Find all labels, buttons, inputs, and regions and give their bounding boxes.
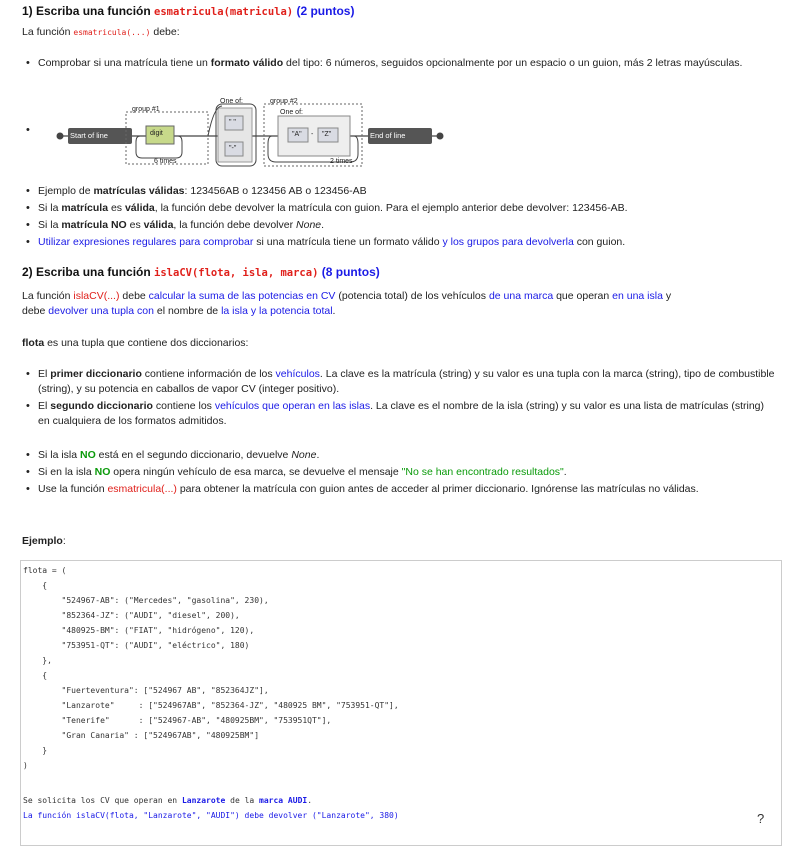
code-line: "480925-BM": ("FIAT", "hidrógeno", 120), [23, 626, 255, 635]
inline-code: esmatricula(...) [73, 28, 151, 37]
text: contiene los [152, 400, 215, 412]
range-separator: - [311, 131, 314, 138]
list-item [22, 399, 777, 429]
code-line: "Gran Canaria" : ["524967AB", "480925BM"] [23, 731, 260, 740]
question-2-title [22, 265, 380, 279]
question-1-title [22, 4, 354, 18]
text: que operan [553, 290, 613, 302]
list-item [22, 465, 777, 480]
bold-text: válida [143, 219, 174, 231]
text: El [38, 400, 51, 412]
text: si una matrícula tiene un formato válido [253, 236, 443, 248]
bold-text: válida [124, 202, 155, 214]
text: El [38, 368, 51, 380]
dash-option: "-" [229, 145, 237, 152]
bold-text: formato válido [210, 57, 284, 69]
code-line: "753951-QT": ("AUDI", "eléctrico", 180) [23, 641, 250, 650]
red-text: islaCV(...) [73, 290, 120, 302]
code-line: { [23, 671, 48, 680]
text: : 123456AB o 123456 AB o 123456-AB [184, 185, 367, 197]
text: . [563, 466, 567, 478]
code-result-line: La función islaCV(flota, "Lanzarote", "AUDI") debe devolver ("Lanzarote", 380) [23, 811, 399, 820]
code-line: ) [23, 761, 28, 770]
code-note [23, 793, 312, 808]
text: . La clave es la matrícula (string) y su valor es una tupla con la marca (string), tipo de combustible (string), y su potencia en caballos de vapor CV (integer positivo). [38, 368, 775, 395]
intro-text: La función [22, 26, 74, 38]
code-line: "Tenerife" : ["524967-AB", "480925BM", "753951QT"], [23, 716, 332, 725]
code-line: { [23, 581, 48, 590]
code-line: "852364-JZ": ("AUDI", "diesel", 200), [23, 611, 240, 620]
text: . La clave es el nombre de la isla (string) y su valor es una lista de matrículas (string) en cualquiera de los formatos admitidos. [38, 400, 765, 427]
text: para obtener la matrícula con guion antes de acceder al primer diccionario. Ignórense las matrículas no válidas. [176, 483, 699, 495]
points-badge: (8 puntos) [321, 265, 380, 279]
blue-text: vehículos que operan en las islas [214, 400, 371, 412]
text: del tipo: 6 números, seguidos opcionalmente por un espacio o un guion, más 2 letras mayúsculas. [283, 57, 743, 69]
repeat-label: 6 times [154, 158, 177, 165]
one-of-label: One of: [220, 98, 243, 105]
text: el nombre de [153, 305, 222, 317]
text: es [126, 219, 144, 231]
code-highlight: marca AUDI [259, 796, 308, 805]
flota-description [22, 336, 248, 351]
text: . [321, 219, 325, 231]
range-end: "Z" [322, 131, 332, 138]
title-text: 1) Escriba una función [22, 4, 155, 18]
code-line: } [23, 746, 48, 755]
text: Si en la isla [38, 466, 95, 478]
code-highlight: Lanzarote [181, 796, 226, 805]
code-text: Se solicita los CV que operan en [23, 796, 182, 805]
q2-intro [22, 289, 772, 319]
blue-text: la isla y la potencia total [221, 305, 333, 317]
help-icon[interactable]: ? [757, 811, 765, 826]
code-line: }, [23, 656, 52, 665]
code-example-box [20, 560, 782, 846]
q1-bullets [22, 56, 772, 71]
list-item [22, 367, 777, 397]
group-label: group #1 [132, 106, 160, 113]
list-item [22, 184, 772, 199]
group-label: group #2 [270, 98, 298, 105]
start-of-line-label: Start of line [70, 131, 108, 140]
list-item [22, 201, 772, 216]
text: es una tupla que contiene dos diccionarios: [44, 337, 249, 349]
blue-text: calcular la suma de las potencias en CV [148, 290, 336, 302]
text: debe [119, 290, 149, 302]
list-item [22, 56, 772, 71]
function-signature: islaCV(flota, isla, marca) [154, 267, 319, 279]
code-line: "524967-AB": ("Mercedes", "gasolina", 230), [23, 596, 269, 605]
bold-text: matrícula [61, 202, 109, 214]
bold-text: matrículas válidas [93, 185, 185, 197]
list-bullet: • [26, 124, 30, 136]
q2-rules [22, 448, 777, 497]
q1-intro [22, 25, 180, 40]
text: está en el segundo diccionario, devuelve [95, 449, 292, 461]
q1-rules [22, 184, 772, 250]
code-text: de la [225, 796, 260, 805]
text: es [108, 202, 125, 214]
text: Si la [38, 202, 62, 214]
space-option: " " [229, 119, 236, 126]
bold-text: flota [22, 337, 45, 349]
points-badge: (2 puntos) [296, 4, 355, 18]
green-text: "No se han encontrado resultados" [401, 466, 564, 478]
title-text: 2) Escriba una función [22, 265, 155, 279]
range-start: "A" [292, 131, 302, 138]
text: . [332, 305, 336, 317]
blue-text: devolver una tupla con [48, 305, 154, 317]
blue-text: en una isla [612, 290, 663, 302]
text: , la función debe devolver [173, 219, 297, 231]
blue-text: vehículos [275, 368, 320, 380]
green-bold-text: NO [94, 466, 111, 478]
blue-text: de una marca [488, 290, 554, 302]
text: , la función debe devolver la matrícula con guion. Para el ejemplo anterior debe devolver: 123456-AB. [154, 202, 628, 214]
end-of-line-label: End of line [370, 131, 406, 140]
text: Ejemplo de [38, 185, 94, 197]
text: opera ningún vehículo de esa marca, se devuelve el mensaje [110, 466, 402, 478]
italic-text: None [296, 219, 322, 231]
red-text: esmatricula(...) [107, 483, 177, 495]
one-of-label: One of: [280, 109, 303, 116]
text: debe [22, 305, 49, 317]
blue-text: Utilizar expresiones regulares para comprobar [38, 236, 254, 248]
bold-text: primer diccionario [50, 368, 142, 380]
code-line: "Fuerteventura": ["524967 AB", "852364JZ"], [23, 686, 269, 695]
text: y [662, 290, 672, 302]
intro-text: debe: [150, 26, 180, 38]
text: con guion. [573, 236, 626, 248]
code-line: "Lanzarote" : ["524967AB", "852364-JZ", "480925 BM", "753951-QT"], [23, 701, 399, 710]
text: . [316, 449, 320, 461]
code-text: . [307, 796, 313, 805]
list-item [22, 235, 772, 250]
regex-diagram [22, 96, 482, 180]
code-block [23, 563, 399, 773]
list-item [22, 448, 777, 463]
bold-text: Ejemplo [22, 535, 63, 547]
list-item [22, 482, 777, 497]
text: : [62, 535, 66, 547]
bold-text: segundo diccionario [50, 400, 153, 412]
blue-text: y los grupos para devolverla [442, 236, 574, 248]
text: Comprobar si una matrícula tiene un [38, 57, 211, 69]
bold-text: matrícula NO [61, 219, 127, 231]
text: Use la función [38, 483, 108, 495]
dict-descriptions [22, 367, 777, 429]
digit-label: digit [150, 130, 163, 137]
text: Si la [38, 219, 62, 231]
list-item [22, 218, 772, 233]
function-signature: esmatricula(matricula) [154, 6, 294, 18]
text: Si la isla [38, 449, 81, 461]
code-line: flota = ( [23, 566, 67, 575]
example-heading [22, 534, 66, 549]
italic-text: None [291, 449, 317, 461]
text: (potencia total) de los vehículos [335, 290, 489, 302]
text: La función [22, 290, 74, 302]
repeat-label: 2 times [330, 158, 353, 165]
green-bold-text: NO [80, 449, 96, 461]
text: contiene información de los [141, 368, 276, 380]
